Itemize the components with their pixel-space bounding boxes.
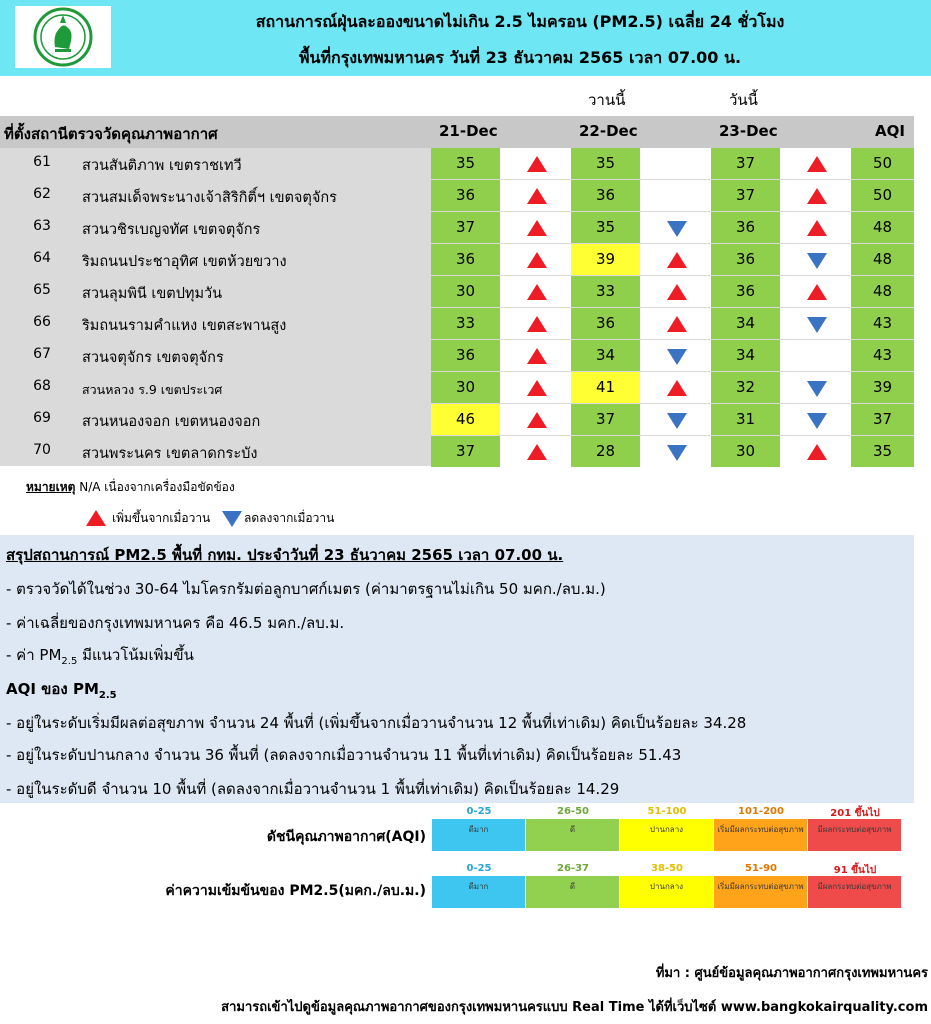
pm-level-desc: ดีมาก bbox=[468, 882, 489, 891]
aqi-summary-title bbox=[6, 677, 117, 701]
pm25-value-d3: 36 bbox=[711, 244, 780, 275]
report-header bbox=[0, 0, 931, 76]
report-title-line2: พื้นที่กรุงเทพมหานคร วันที่ 23 ธันวาคม 2565 เวลา 07.00 น. bbox=[298, 48, 742, 67]
pm-range-label: 0-25 bbox=[466, 863, 492, 874]
today-label: วันนี้ bbox=[729, 91, 758, 109]
table-row bbox=[0, 372, 914, 403]
pm-level-segment bbox=[808, 876, 901, 908]
station-number: 63 bbox=[33, 218, 51, 234]
bma-logo bbox=[15, 6, 111, 68]
pm25-value-d2: 41 bbox=[571, 372, 640, 403]
pm-level-segment bbox=[620, 876, 713, 908]
pm-level-segment bbox=[714, 876, 807, 908]
pm25-value-d2: 36 bbox=[571, 308, 640, 339]
pm25-value-d3: 30 bbox=[711, 436, 780, 467]
pm25-value-d3: 31 bbox=[711, 404, 780, 435]
station-number: 66 bbox=[33, 314, 51, 330]
note-label: หมายเหตุ bbox=[26, 480, 76, 494]
trend-up-icon bbox=[527, 220, 547, 236]
col-22-dec-header: 22-Dec bbox=[579, 122, 638, 140]
station-name: สวนสมเด็จพระนางเจ้าสิริกิติ์ฯ เขตจตุจักร bbox=[82, 190, 337, 206]
increase-legend-label: เพิ่มขึ้นจากเมื่อวาน bbox=[112, 511, 211, 525]
station-name: สวนหลวง ร.9 เขตประเวศ bbox=[82, 382, 223, 397]
pm-scale-label: ค่าความเข้มข้นของ PM2.5(มคก./ลบ.ม.) bbox=[165, 883, 426, 899]
pm-range-label: 51-90 bbox=[745, 863, 777, 874]
pm25-value-d1: 36 bbox=[431, 340, 500, 371]
aqi-title-pre: AQI ของ PM bbox=[6, 680, 99, 698]
pm25-value-d1: 46 bbox=[431, 404, 500, 435]
pm25-value-d2: 34 bbox=[571, 340, 640, 371]
trend-up-icon bbox=[807, 284, 827, 300]
table-row bbox=[0, 308, 914, 339]
aqi-value: 39 bbox=[851, 372, 914, 403]
aqi-level-good: - อยู่ในระดับดี จำนวน 10 พื้นที่ (ลดลงจากเมื่อวานจำนวน 1 พื้นที่เท่าเดิม) คิดเป็นร้อยละ 14.29 bbox=[6, 780, 620, 798]
aqi-value: 48 bbox=[851, 212, 914, 243]
trend-down-icon bbox=[667, 221, 687, 237]
note-text: N/A เนื่องจากเครื่องมือขัดข้อง bbox=[79, 480, 235, 494]
trend-up-icon bbox=[527, 348, 547, 364]
table-row bbox=[0, 276, 914, 307]
aqi-range-label: 201 ขึ้นไป bbox=[830, 808, 880, 819]
station-number: 62 bbox=[33, 186, 51, 202]
aqi-title-sub: 2.5 bbox=[98, 690, 117, 701]
summary-panel bbox=[0, 535, 914, 803]
station-table bbox=[0, 148, 914, 466]
report-title-line1: สถานการณ์ฝุ่นละอองขนาดไม่เกิน 2.5 ไมครอน (PM2.5) เฉลี่ย 24 ชั่วโมง bbox=[255, 12, 785, 31]
pm25-value-d1: 30 bbox=[431, 372, 500, 403]
trend-up-icon bbox=[527, 412, 547, 428]
trend-down-icon bbox=[807, 253, 827, 269]
station-number: 61 bbox=[33, 154, 51, 170]
station-number: 69 bbox=[33, 410, 51, 426]
table-row bbox=[0, 148, 914, 179]
station-name: ริมถนนรามคำแหง เขตสะพานสูง bbox=[82, 318, 287, 334]
aqi-level-segment bbox=[714, 819, 807, 851]
table-row bbox=[0, 244, 914, 275]
aqi-level-desc: ปานกลาง bbox=[649, 825, 684, 834]
pm-range-label: 38-50 bbox=[651, 863, 683, 874]
aqi-column-header: AQI bbox=[875, 122, 905, 140]
trend-up-icon bbox=[527, 444, 547, 460]
table-row bbox=[0, 404, 914, 435]
row-trend-gap bbox=[780, 340, 851, 371]
note bbox=[26, 478, 235, 497]
decrease-legend-icon bbox=[222, 511, 242, 527]
increase-legend-icon bbox=[86, 510, 106, 526]
aqi-level-segment bbox=[620, 819, 713, 851]
pm25-value-d3: 36 bbox=[711, 276, 780, 307]
pm25-value-d1: 37 bbox=[431, 436, 500, 467]
trend-up-icon bbox=[667, 380, 687, 396]
trend-up-icon bbox=[527, 252, 547, 268]
row-trend-gap bbox=[640, 148, 711, 179]
pm25-value-d3: 37 bbox=[711, 148, 780, 179]
station-name: ริมถนนประชาอุทิศ เขตห้วยขวาง bbox=[82, 254, 287, 270]
pm25-value-d1: 35 bbox=[431, 148, 500, 179]
table-row bbox=[0, 436, 914, 467]
trend-up-icon bbox=[527, 316, 547, 332]
station-name: สวนลุมพินี เขตปทุมวัน bbox=[82, 286, 223, 302]
station-number: 70 bbox=[33, 442, 51, 458]
row-trend-gap bbox=[640, 180, 711, 211]
aqi-scale-label: ดัชนีคุณภาพอากาศ(AQI) bbox=[266, 829, 426, 845]
pm25-value-d1: 33 bbox=[431, 308, 500, 339]
pm25-value-d3: 34 bbox=[711, 308, 780, 339]
trend-down-icon bbox=[807, 381, 827, 397]
aqi-range-label: 101-200 bbox=[738, 806, 784, 817]
bma-seal-icon bbox=[33, 7, 93, 67]
trend-up-icon bbox=[667, 316, 687, 332]
aqi-level-desc: ดีมาก bbox=[468, 825, 489, 834]
aqi-range-label: 51-100 bbox=[647, 806, 687, 817]
station-number: 67 bbox=[33, 346, 51, 362]
table-row bbox=[0, 212, 914, 243]
pm-level-segment bbox=[432, 876, 525, 908]
station-column-header: ที่ตั้งสถานีตรวจวัดคุณภาพอากาศ bbox=[4, 125, 218, 143]
aqi-level-desc: มีผลกระทบต่อสุขภาพ bbox=[817, 825, 892, 834]
station-name: สวนจตุจักร เขตจตุจักร bbox=[82, 350, 224, 366]
pm25-value-d3: 36 bbox=[711, 212, 780, 243]
aqi-value: 43 bbox=[851, 308, 914, 339]
station-name: สวนพระนคร เขตลาดกระบัง bbox=[82, 446, 258, 462]
trend-up-icon bbox=[527, 380, 547, 396]
trend-down-icon bbox=[667, 445, 687, 461]
col-23-dec-header: 23-Dec bbox=[719, 122, 778, 140]
pm25-value-d2: 35 bbox=[571, 148, 640, 179]
aqi-level-desc: เริ่มมีผลกระทบต่อสุขภาพ bbox=[717, 825, 804, 834]
pm25-value-d1: 36 bbox=[431, 244, 500, 275]
col-21-dec-header: 21-Dec bbox=[439, 122, 498, 140]
summary-trend-post: มีแนวโน้มเพิ่มขึ้น bbox=[77, 646, 194, 664]
station-name: สวนสันติภาพ เขตราชเทวี bbox=[82, 158, 242, 174]
summary-trend bbox=[6, 643, 194, 667]
trend-up-icon bbox=[667, 252, 687, 268]
pm25-value-d2: 39 bbox=[571, 244, 640, 275]
pm25-value-d2: 33 bbox=[571, 276, 640, 307]
website-note: สามารถเข้าไปดูข้อมูลคุณภาพอากาศของกรุงเทพมหานครแบบ Real Time ได้ที่เว็บไซต์ www.bangkokairquality.com bbox=[221, 1000, 928, 1015]
pm25-value-d1: 30 bbox=[431, 276, 500, 307]
station-name: สวนหนองจอก เขตหนองจอก bbox=[82, 414, 261, 430]
station-number: 65 bbox=[33, 282, 51, 298]
aqi-value: 50 bbox=[851, 180, 914, 211]
pm-level-desc: ดี bbox=[569, 882, 576, 891]
station-name: สวนวชิรเบญจทัศ เขตจตุจักร bbox=[82, 222, 261, 238]
aqi-range-label: 26-50 bbox=[557, 806, 589, 817]
aqi-value: 37 bbox=[851, 404, 914, 435]
trend-down-icon bbox=[667, 413, 687, 429]
trend-up-icon bbox=[807, 220, 827, 236]
pm25-value-d2: 36 bbox=[571, 180, 640, 211]
pm25-value-d2: 37 bbox=[571, 404, 640, 435]
summary-trend-sub: 2.5 bbox=[61, 656, 78, 667]
pm-level-desc: ปานกลาง bbox=[649, 882, 684, 891]
trend-up-icon bbox=[807, 444, 827, 460]
pm25-value-d3: 37 bbox=[711, 180, 780, 211]
aqi-level-segment bbox=[526, 819, 619, 851]
aqi-value: 43 bbox=[851, 340, 914, 371]
summary-title: สรุปสถานการณ์ PM2.5 พื้นที่ กทม. ประจำวันที่ 23 ธันวาคม 2565 เวลา 07.00 น. bbox=[6, 546, 564, 564]
pm-level-desc: เริ่มมีผลกระทบต่อสุขภาพ bbox=[717, 882, 804, 891]
decrease-legend-label: ลดลงจากเมื่อวาน bbox=[244, 511, 335, 525]
pm-level-desc: มีผลกระทบต่อสุขภาพ bbox=[817, 882, 892, 891]
table-header bbox=[0, 116, 914, 148]
summary-average: - ค่าเฉลี่ยของกรุงเทพมหานคร คือ 46.5 มคก./ลบ.ม. bbox=[6, 614, 345, 632]
trend-up-icon bbox=[807, 156, 827, 172]
station-number: 64 bbox=[33, 250, 51, 266]
aqi-level-segment bbox=[432, 819, 525, 851]
trend-up-icon bbox=[807, 188, 827, 204]
pm25-value-d2: 35 bbox=[571, 212, 640, 243]
summary-trend-pre: - ค่า PM bbox=[6, 646, 62, 664]
source-note: ที่มา : ศูนย์ข้อมูลคุณภาพอากาศกรุงเทพมหานคร bbox=[655, 966, 928, 981]
trend-up-icon bbox=[527, 188, 547, 204]
aqi-level-moderate: - อยู่ในระดับปานกลาง จำนวน 36 พื้นที่ (ลดลงจากเมื่อวานจำนวน 11 พื้นที่เท่าเดิม) คิดเป็นร้อยละ 51.43 bbox=[6, 746, 682, 764]
trend-up-icon bbox=[667, 284, 687, 300]
trend-up-icon bbox=[527, 284, 547, 300]
table-row bbox=[0, 340, 914, 371]
aqi-range-label: 0-25 bbox=[466, 806, 492, 817]
table-row bbox=[0, 180, 914, 211]
aqi-value: 48 bbox=[851, 244, 914, 275]
aqi-level-unhealthy: - อยู่ในระดับเริ่มมีผลต่อสุขภาพ จำนวน 24 พื้นที่ (เพิ่มขึ้นจากเมื่อวานจำนวน 12 พื้นที่เท่าเดิม) คิดเป็นร้อยละ 34.28 bbox=[6, 714, 747, 732]
pm25-value-d2: 28 bbox=[571, 436, 640, 467]
pm25-value-d1: 36 bbox=[431, 180, 500, 211]
aqi-level-desc: ดี bbox=[569, 825, 576, 834]
yesterday-label: วานนี้ bbox=[588, 91, 626, 109]
pm25-value-d3: 34 bbox=[711, 340, 780, 371]
aqi-value: 35 bbox=[851, 436, 914, 467]
aqi-value: 48 bbox=[851, 276, 914, 307]
pm25-value-d3: 32 bbox=[711, 372, 780, 403]
pm-range-label: 91 ขึ้นไป bbox=[833, 865, 877, 876]
summary-range: - ตรวจวัดได้ในช่วง 30-64 ไมโครกรัมต่อลูกบาศก์เมตร (ค่ามาตรฐานไม่เกิน 50 มคก./ลบ.ม.) bbox=[6, 580, 606, 598]
pm25-value-d1: 37 bbox=[431, 212, 500, 243]
aqi-level-segment bbox=[808, 819, 901, 851]
trend-down-icon bbox=[667, 349, 687, 365]
trend-up-icon bbox=[527, 156, 547, 172]
aqi-value: 50 bbox=[851, 148, 914, 179]
trend-down-icon bbox=[807, 317, 827, 333]
pm-range-label: 26-37 bbox=[557, 863, 589, 874]
station-number: 68 bbox=[33, 378, 51, 394]
pm-level-segment bbox=[526, 876, 619, 908]
trend-down-icon bbox=[807, 413, 827, 429]
